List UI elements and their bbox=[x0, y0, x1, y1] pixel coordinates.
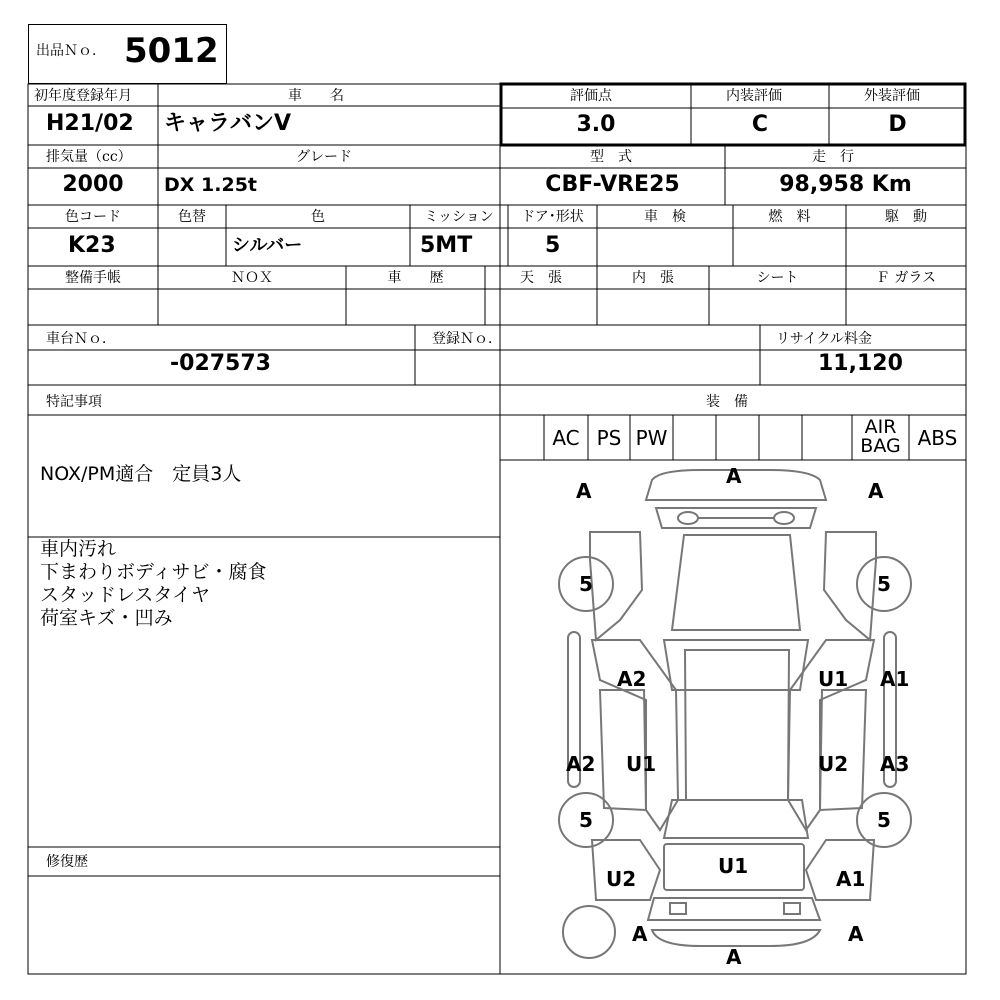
mark-bottom-right: A bbox=[848, 922, 864, 946]
mileage-label: 走 行 bbox=[812, 149, 854, 165]
mileage-value: 98,958 Km bbox=[779, 172, 912, 197]
first-reg-label: 初年度登録年月 bbox=[34, 88, 132, 104]
color-value: シルバー bbox=[232, 235, 303, 256]
mark-right-rear: A3 bbox=[880, 752, 910, 776]
first-reg-value: H21/02 bbox=[46, 111, 134, 136]
interior-trim-label: 内 張 bbox=[632, 270, 674, 286]
lot-number-label: 出品Ｎｏ． bbox=[36, 43, 106, 59]
mark-left-rear: A2 bbox=[566, 752, 596, 776]
color-label: 色 bbox=[311, 209, 325, 225]
score-value: 3.0 bbox=[576, 112, 616, 137]
notes-item: スタッドレスタイヤ bbox=[40, 584, 211, 606]
inspection-label: 車 検 bbox=[644, 209, 686, 225]
mark-right-front: U1 bbox=[818, 667, 849, 691]
mark-tire-fl: 5 bbox=[579, 572, 593, 596]
color-change-label: 色替 bbox=[178, 209, 206, 225]
equipment-ps: PS bbox=[596, 426, 622, 450]
repair-history-label: 修復歴 bbox=[46, 854, 88, 870]
notes-item: 荷室キズ・凹み bbox=[40, 607, 173, 629]
interior-value: C bbox=[751, 112, 769, 137]
mission-label: ミッション bbox=[424, 209, 494, 225]
mark-tire-fr: 5 bbox=[877, 572, 891, 596]
mark-bottom-center: A bbox=[726, 945, 742, 969]
equipment-airbag: AIR BAG bbox=[860, 416, 901, 457]
color-code-value: K23 bbox=[68, 233, 116, 258]
exterior-value: D bbox=[888, 112, 907, 137]
lot-number: 5012 bbox=[124, 31, 219, 71]
mark-rear-left: U2 bbox=[606, 867, 637, 891]
chassis-value: -027573 bbox=[170, 351, 271, 376]
car-name-value: キャラバンV bbox=[164, 111, 292, 136]
interior-label: 内装評価 bbox=[726, 88, 782, 104]
color-code-label: 色コード bbox=[65, 209, 121, 225]
notes-item: 下まわりボディサビ・腐食 bbox=[40, 561, 267, 583]
mark-front-right: A bbox=[868, 479, 884, 503]
fuel-label: 燃 料 bbox=[768, 209, 811, 225]
registration-label: 登録Ｎｏ． bbox=[432, 331, 502, 347]
recycle-label: リサイクル料金 bbox=[776, 331, 873, 347]
nox-label: ＮＯＸ bbox=[231, 270, 273, 286]
equipment-label: 装 備 bbox=[706, 394, 748, 410]
maintenance-label: 整備手帳 bbox=[65, 270, 121, 286]
equipment-pw: PW bbox=[635, 426, 668, 450]
mission-value: 5MT bbox=[420, 233, 473, 258]
mark-rear-right: A1 bbox=[836, 867, 866, 891]
mark-left-mid: U1 bbox=[626, 752, 657, 776]
mark-tire-rl: 5 bbox=[579, 808, 593, 832]
mark-rear-center: U1 bbox=[718, 854, 749, 878]
grade-label: グレード bbox=[296, 149, 352, 165]
roof-label: 天 張 bbox=[520, 270, 562, 286]
exterior-label: 外装評価 bbox=[864, 88, 920, 104]
mark-front-left: A bbox=[576, 479, 592, 503]
notes-label: 特記事項 bbox=[46, 394, 102, 410]
displacement-label: 排気量（cc） bbox=[46, 149, 132, 165]
history-label: 車 歴 bbox=[387, 270, 444, 286]
model-label: 型 式 bbox=[590, 149, 632, 165]
score-label: 評価点 bbox=[570, 88, 612, 104]
mark-tire-rr: 5 bbox=[877, 808, 891, 832]
fglass-label: Ｆ ガラス bbox=[875, 270, 937, 286]
mark-left-front: A2 bbox=[617, 667, 647, 691]
mark-right-side: A1 bbox=[880, 667, 910, 691]
door-label: ドア･形状 bbox=[521, 209, 584, 225]
drive-label: 駆 動 bbox=[885, 209, 927, 225]
displacement-value: 2000 bbox=[62, 172, 124, 197]
mark-bottom-left: A bbox=[632, 922, 648, 946]
notes-item: 車内汚れ bbox=[40, 538, 117, 560]
mark-front: A bbox=[726, 464, 742, 488]
recycle-value: 11,120 bbox=[818, 351, 903, 376]
equipment-abs: ABS bbox=[917, 426, 958, 450]
mark-right-mid: U2 bbox=[818, 752, 849, 776]
chassis-label: 車台Ｎｏ． bbox=[46, 331, 116, 347]
car-name-label: 車 名 bbox=[288, 88, 344, 104]
notes-line1: NOX/PM適合 定員3人 bbox=[40, 463, 242, 485]
seat-label: シート bbox=[756, 270, 799, 286]
equipment-ac: AC bbox=[552, 426, 580, 450]
door-value: 5 bbox=[545, 233, 561, 258]
model-value: CBF-VRE25 bbox=[545, 172, 680, 197]
grade-value: DX 1.25t bbox=[164, 174, 257, 196]
